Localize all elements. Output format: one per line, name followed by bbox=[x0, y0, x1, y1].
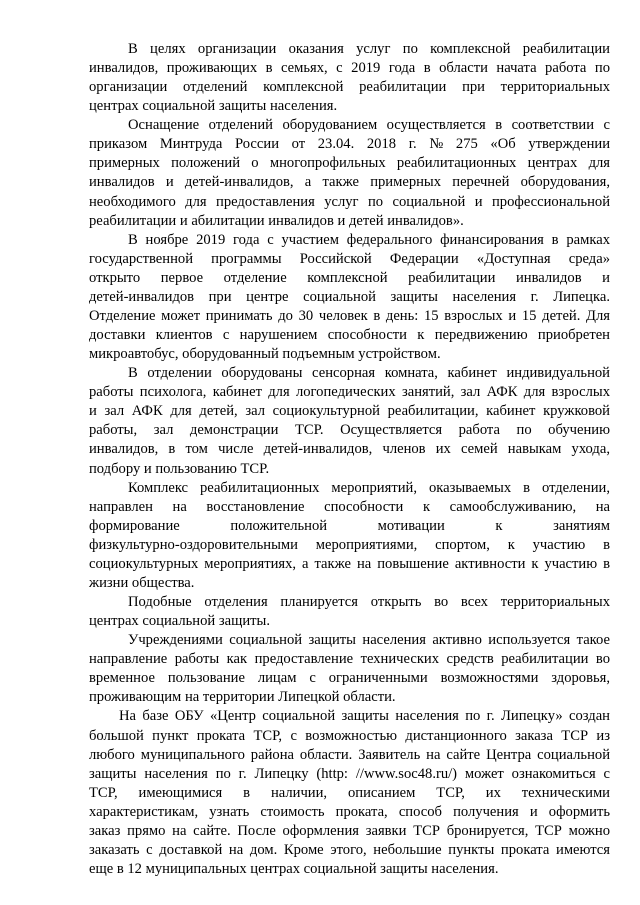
text-line: открыто первое отделение комплексной реабилитации инвалидов и bbox=[89, 269, 610, 286]
text-line: реабилитации и абилитации инвалидов и детей инвалидов». bbox=[89, 212, 464, 229]
text-line: Комплекс реабилитационных мероприятий, оказываемых в отделении, bbox=[128, 479, 610, 496]
text-line: проживающим на территории Липецкой области. bbox=[89, 689, 396, 706]
text-line: На базе ОБУ «Центр социальной защиты населения по г. Липецку» создан bbox=[119, 708, 610, 725]
text-line: заказать с доставкой на дом. Кроме этого, небольшие пункты проката имеются bbox=[89, 841, 610, 858]
text-line: детей-инвалидов при центре социальной защиты населения г. Липецка. bbox=[89, 288, 610, 305]
text-line: физкультурно-оздоровительными мероприятиями, спортом, к участию в bbox=[89, 536, 610, 553]
text-line: социокультурных мероприятиях, а также на повышение активности к участию в bbox=[89, 555, 610, 572]
text-line: инвалидов, проживающих в семьях, с 2019 года в области начата работа по bbox=[89, 60, 610, 77]
text-line: характеристикам, узнать стоимость проката, способ получения и оформить bbox=[89, 803, 610, 820]
text-line: В ноябре 2019 года с участием федерального финансирования в рамках bbox=[128, 231, 610, 248]
text-line: еще в 12 муниципальных центрах социальной защиты населения. bbox=[89, 861, 499, 877]
text-line: временное пользование лицам с ограниченными возможностями здоровья, bbox=[89, 670, 610, 687]
text-line: Подобные отделения планируется открыть во всех территориальных bbox=[128, 594, 610, 611]
text-line: инвалидов и детей-инвалидов, а также примерных перечней оборудования, bbox=[89, 174, 610, 191]
text-line: заказ прямо на сайте. После оформления заявки ТСР бронируется, ТСР можно bbox=[89, 822, 610, 839]
text-line: ТСР, имеющимися в наличии, описанием ТСР, их техническими bbox=[89, 784, 610, 801]
text-line: работы, зал демонстрации ТСР. Осуществляется работа по обучению bbox=[89, 422, 610, 439]
text-line: Оснащение отделений оборудованием осуществляется в соответствии с bbox=[128, 117, 610, 134]
text-line: доставки клиентов с нарушением способности к передвижению приобретен bbox=[89, 327, 610, 344]
text-line: и зал АФК для детей, зал социокультурной реабилитации, кабинет кружковой bbox=[89, 403, 610, 420]
text-line: Учреждениями социальной защиты населения активно используется такое bbox=[128, 632, 610, 649]
text-line: защиты населения по г. Липецку (http: //www.soc48.ru/) может ознакомиться с bbox=[89, 765, 610, 782]
text-line: примерных положений о многопрофильных реабилитационных центрах для bbox=[89, 155, 610, 172]
text-line: Отделение может принимать до 30 человек в день: 15 взрослых и 15 детей. Для bbox=[89, 307, 610, 324]
text-line: направлен на восстановление способности к самообслуживанию, на bbox=[89, 498, 610, 515]
text-line: большой пункт проката ТСР, с возможностью дистанционного заказа ТСР из bbox=[89, 727, 610, 744]
text-line: инвалидов, в том числе детей-инвалидов, членов их семей навыкам ухода, bbox=[89, 441, 610, 458]
text-line: В отделении оборудованы сенсорная комната, кабинет индивидуальной bbox=[128, 365, 610, 382]
text-line: формирование положительной мотивации к занятиям bbox=[89, 517, 610, 534]
text-line: центрах социальной защиты. bbox=[89, 613, 270, 630]
text-line: необходимого для предоставления услуг по социальной и профессиональной bbox=[89, 193, 610, 210]
text-line: подбору и пользованию ТСР. bbox=[89, 460, 270, 477]
text-line: государственной программы Российской Федерации «Доступная среда» bbox=[89, 250, 610, 267]
text-line: направление работы как предоставление технических средств реабилитации во bbox=[89, 651, 610, 668]
text-line: микроавтобус, оборудованный подъемным устройством. bbox=[89, 346, 441, 363]
text-line: работы психолога, кабинет для логопедических занятий, зал АФК для взрослых bbox=[89, 384, 610, 401]
text-line: организации отделений комплексной реабилитации при территориальных bbox=[89, 79, 610, 96]
text-line: В целях организации оказания услуг по комплексной реабилитации bbox=[128, 41, 610, 57]
text-line: приказом Минтруда России от 23.04. 2018 г. № 275 «Об утверждении bbox=[89, 136, 610, 153]
text-line: жизни общества. bbox=[89, 574, 195, 591]
text-line: центрах социальной защиты населения. bbox=[89, 98, 338, 115]
text-line: любого муниципального района области. Заявитель на сайте Центра социальной bbox=[89, 746, 610, 763]
